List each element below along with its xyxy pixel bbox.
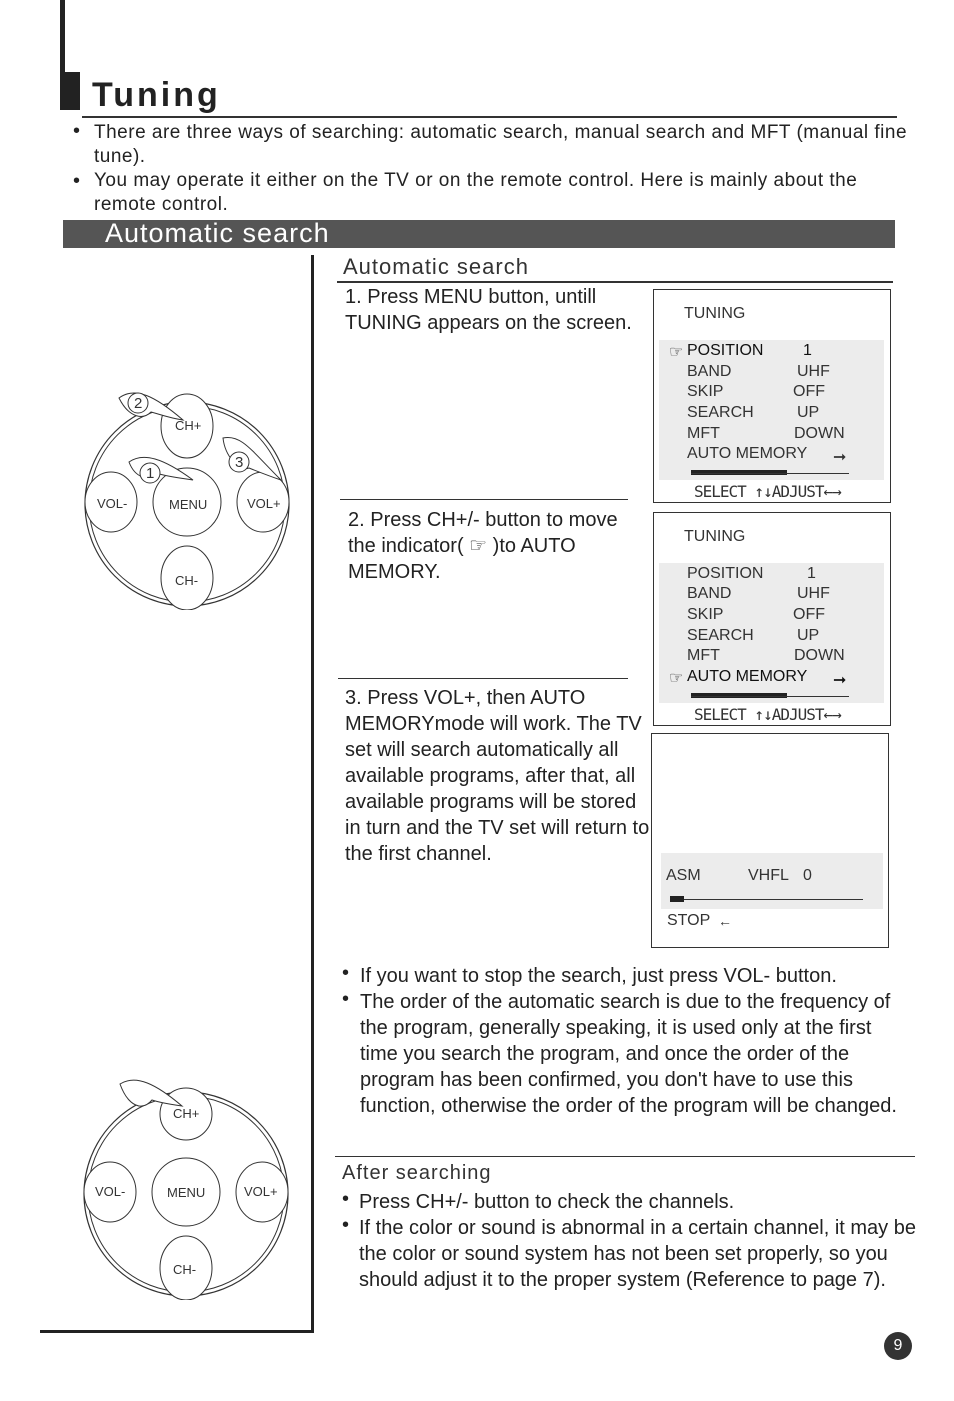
asm-stop: STOP bbox=[667, 912, 711, 929]
menu-footer: SELECT ↑↓ADJUST←→ bbox=[694, 482, 841, 501]
page-title: Tuning bbox=[92, 76, 221, 114]
ch-plus-button[interactable]: CH+ bbox=[175, 418, 202, 433]
vol-minus-button[interactable]: VOL- bbox=[97, 496, 128, 511]
subsection-underline bbox=[337, 281, 893, 283]
progress-track bbox=[691, 696, 849, 697]
menu-title: TUNING bbox=[684, 305, 746, 322]
ch-plus-button[interactable]: CH+ bbox=[173, 1106, 200, 1121]
bullet-dot: • bbox=[342, 1188, 350, 1210]
menu-row-search: SEARCH UP bbox=[687, 404, 820, 421]
menu-button[interactable]: MENU bbox=[167, 1185, 206, 1200]
menu-row-mft: MFT DOWN bbox=[687, 647, 845, 664]
bottom-rule bbox=[40, 1330, 314, 1333]
callout-1: 1 bbox=[146, 465, 155, 482]
after-searching-title: After searching bbox=[342, 1162, 492, 1184]
asm-band: VHFL bbox=[748, 867, 789, 884]
header-marker bbox=[60, 72, 80, 110]
tuning-menu-screen-2 bbox=[653, 512, 891, 726]
title-underline bbox=[82, 116, 897, 118]
remote-diagram-1 bbox=[83, 390, 293, 610]
asm-screen bbox=[651, 733, 889, 948]
vol-minus-button[interactable]: VOL- bbox=[95, 1184, 126, 1199]
arrow-left-icon: ← bbox=[718, 913, 732, 929]
menu-button[interactable]: MENU bbox=[169, 497, 208, 512]
step-divider bbox=[338, 678, 628, 679]
page-number: 9 bbox=[893, 1337, 903, 1354]
asm-channel: 0 bbox=[803, 867, 812, 884]
menu-footer: SELECT ↑↓ADJUST←→ bbox=[694, 705, 841, 724]
vol-plus-button[interactable]: VOL+ bbox=[247, 496, 281, 511]
bullet-dot: • bbox=[342, 988, 350, 1010]
asm-progress-fill bbox=[670, 896, 684, 902]
menu-row-band: BAND UHF bbox=[687, 363, 830, 380]
callout-3: 3 bbox=[235, 454, 244, 471]
menu-row-mft: MFT DOWN bbox=[687, 425, 845, 442]
ch-minus-button[interactable]: CH- bbox=[173, 1262, 197, 1277]
callout-2: 2 bbox=[134, 395, 143, 412]
intro-text-1: There are three ways of searching: automatic search, manual search and MFT (manual fine tune). bbox=[94, 122, 908, 167]
menu-row-position: POSITION 1 bbox=[687, 342, 812, 359]
bullet-dot: • bbox=[342, 962, 350, 984]
hand-pointer-icon: ☞ bbox=[669, 344, 684, 361]
header-vertical-rule bbox=[60, 0, 65, 76]
menu-row-position: POSITION 1 bbox=[687, 565, 816, 582]
left-column-divider bbox=[311, 255, 314, 1333]
bullet-dot: • bbox=[342, 1214, 350, 1236]
menu-row-search: SEARCH UP bbox=[687, 627, 820, 644]
ch-minus-button[interactable]: CH- bbox=[175, 573, 199, 588]
vol-plus-button[interactable]: VOL+ bbox=[244, 1184, 278, 1199]
menu-row-skip: SKIP OFF bbox=[687, 383, 825, 400]
notes-divider bbox=[335, 1156, 915, 1157]
step-1-text: 1. Press MENU button, untill TUNING appears on the screen. bbox=[345, 286, 632, 334]
menu-row-auto-memory: AUTO MEMORY ➞ bbox=[687, 445, 847, 466]
menu-body bbox=[659, 563, 884, 703]
step-2-text: 2. Press CH+/- button to move the indicator( ☞ )to AUTO MEMORY. bbox=[348, 509, 618, 583]
note-1-text: If you want to stop the search, just press VOL- button. bbox=[360, 965, 837, 987]
menu-body bbox=[659, 340, 884, 480]
hand-pointer-icon: ☞ bbox=[669, 670, 684, 687]
menu-row-skip: SKIP OFF bbox=[687, 606, 825, 623]
bullet-dot: • bbox=[73, 170, 81, 192]
page-number-badge bbox=[884, 1332, 912, 1360]
tuning-menu-screen-1 bbox=[653, 289, 891, 503]
arrow-right-icon: ➞ bbox=[833, 449, 847, 466]
bullet-dot: • bbox=[73, 120, 81, 142]
asm-progress-track bbox=[670, 899, 863, 900]
step-3-text: 3. Press VOL+, then AUTO MEMORYmode will work. The TV set will search automatically all available programs, after that, all available programs will be stored in turn and the TV set will return to the first channel. bbox=[345, 687, 650, 865]
menu-row-auto-memory: AUTO MEMORY ➞ bbox=[687, 668, 847, 689]
progress-track bbox=[691, 473, 849, 474]
section-banner-label: Automatic search bbox=[105, 218, 330, 248]
note-2-text: The order of the automatic search is due to the frequency of the program, generally speaking, it is used only at the first time you search the program, and once the order of the program has been confirmed, you don't have to use this function, otherwise the order of the program will be changed. bbox=[360, 991, 897, 1117]
intro-text-2: You may operate it either on the TV or on the remote control. Here is mainly about the remote control. bbox=[94, 170, 858, 215]
after-note-2: If the color or sound is abnormal in a certain channel, it may be the color or sound system has not been set properly, so you should adjust it to the proper system (Reference to page 7). bbox=[359, 1217, 916, 1291]
step-divider bbox=[340, 499, 628, 500]
after-note-1: Press CH+/- button to check the channels. bbox=[359, 1191, 735, 1213]
menu-title: TUNING bbox=[684, 528, 746, 545]
remote-diagram-2 bbox=[82, 1078, 292, 1300]
subsection-title: Automatic search bbox=[343, 254, 529, 279]
menu-row-band: BAND UHF bbox=[687, 585, 830, 602]
asm-label: ASM bbox=[666, 867, 701, 884]
arrow-right-icon: ➞ bbox=[833, 672, 847, 689]
